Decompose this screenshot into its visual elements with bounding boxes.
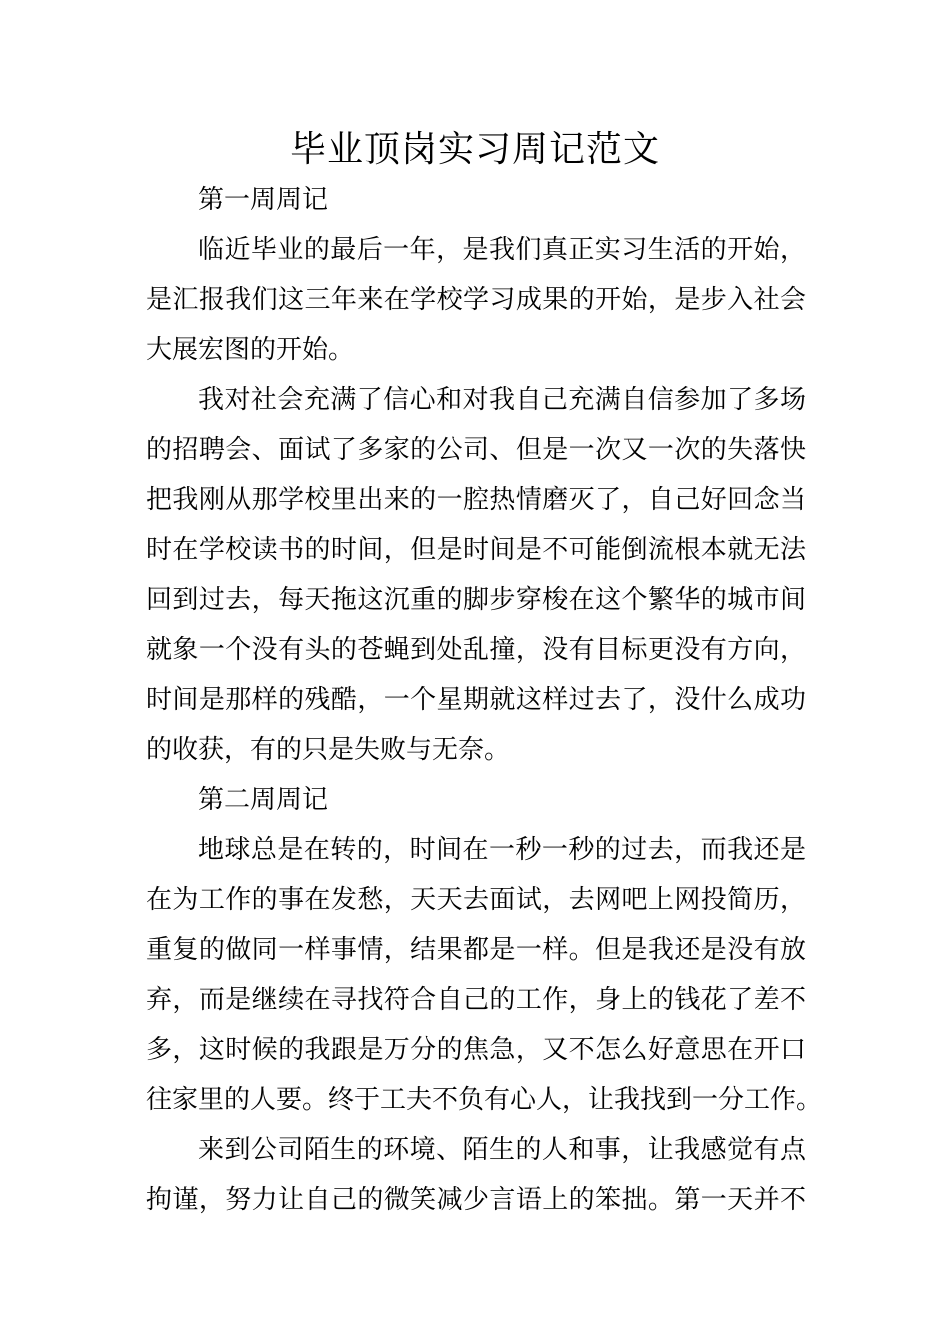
paragraph-1-line-1: 临近毕业的最后一年，是我们真正实习生活的开始， — [198, 235, 806, 265]
paragraph-4-line-1: 来到公司陌生的环境、陌生的人和事，让我感觉有点 — [198, 1135, 806, 1165]
paragraph-1-line-3: 大展宏图的开始。 — [146, 335, 355, 365]
paragraph-3-line-1: 地球总是在转的，时间在一秒一秒的过去，而我还是 — [198, 835, 806, 865]
week2-heading — [146, 775, 806, 825]
paragraph-3-line-4: 弃，而是继续在寻找符合自己的工作，身上的钱花了差不 — [146, 985, 806, 1015]
paragraph-2-line-8: 的收获，有的只是失败与无奈。 — [146, 735, 511, 765]
paragraph-2-line-3: 把我刚从那学校里出来的一腔热情磨灭了，自己好回念当 — [146, 485, 806, 515]
paragraph-2-line-7: 时间是那样的残酷，一个星期就这样过去了，没什么成功 — [146, 685, 806, 715]
paragraph-2-line-2: 的招聘会、面试了多家的公司、但是一次又一次的失落快 — [146, 435, 806, 465]
paragraph-1 — [146, 225, 806, 375]
paragraph-2-line-1: 我对社会充满了信心和对我自己充满自信参加了多场 — [198, 385, 806, 415]
week1-heading — [146, 175, 806, 225]
paragraph-3-line-6: 往家里的人要。终于工夫不负有心人，让我找到一分工作。 — [146, 1085, 823, 1115]
document-title: 毕业顶岗实习周记范文 — [289, 129, 660, 170]
paragraph-3-line-2: 在为工作的事在发愁，天天去面试，去网吧上网投简历， — [146, 885, 806, 915]
paragraph-1-line-2: 是汇报我们这三年来在学校学习成果的开始，是步入社会 — [146, 285, 806, 315]
paragraph-4 — [146, 1125, 806, 1225]
document-body — [146, 175, 823, 1225]
paragraph-3-line-3: 重复的做同一样事情，结果都是一样。但是我还是没有放 — [146, 935, 806, 965]
paragraph-2-line-4: 时在学校读书的时间，但是时间是不可能倒流根本就无法 — [146, 535, 806, 565]
week2-heading-text: 第二周周记 — [198, 785, 329, 815]
week1-heading-text: 第一周周记 — [198, 185, 329, 215]
paragraph-2 — [146, 375, 806, 775]
paragraph-2-line-5: 回到过去，每天拖这沉重的脚步穿梭在这个繁华的城市间 — [146, 585, 806, 615]
paragraph-4-line-2: 拘谨，努力让自己的微笑减少言语上的笨拙。第一天并不 — [146, 1185, 806, 1215]
paragraph-2-line-6: 就象一个没有头的苍蝇到处乱撞，没有目标更没有方向， — [146, 635, 806, 665]
paragraph-3-line-5: 多，这时候的我跟是万分的焦急，又不怎么好意思在开口 — [146, 1035, 806, 1065]
paragraph-3 — [146, 825, 823, 1125]
